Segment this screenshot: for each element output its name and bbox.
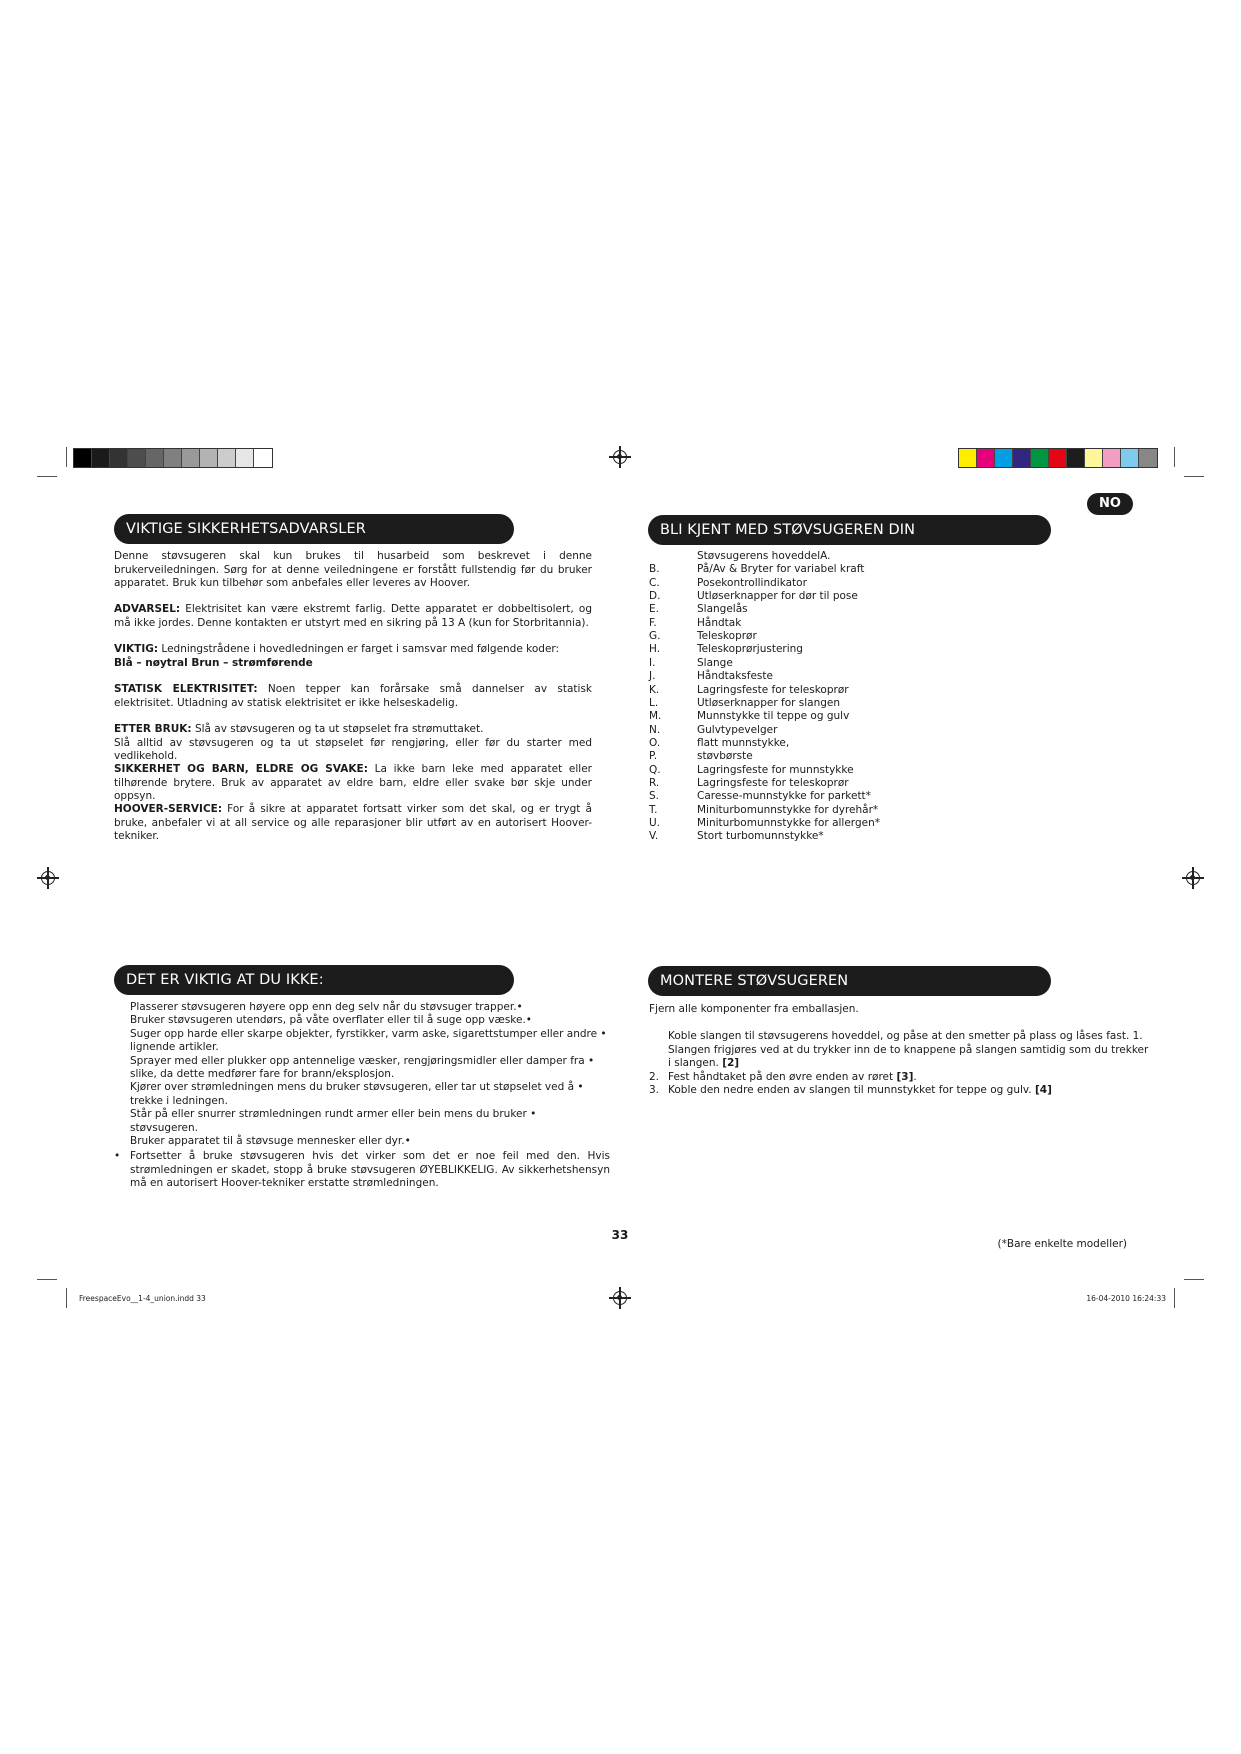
after-use-paragraph	[114, 723, 592, 764]
crop-mark	[37, 476, 57, 477]
service-paragraph	[114, 803, 592, 844]
after-use-text: Slå av støvsugeren og ta ut støpselet fra strømuttaket.	[191, 723, 484, 735]
part-name: Utløserknapper for slangen	[697, 696, 841, 709]
children-text: La ikke barn leke med apparatet eller tilhørende brytere. Bruk av apparatet av eldre barn, eldre eller svake bør skje under oppsyn.	[114, 763, 592, 802]
part-letter: P.	[649, 750, 658, 763]
assembly-step-1-text: i slangen.	[668, 1057, 723, 1069]
part-letter: R.	[649, 776, 660, 789]
donts-list-line: Suger opp harde eller skarpe objekter, fyrstikker, varm aske, sigarettstumper eller andre •	[130, 1027, 607, 1040]
figure-ref-4: [4]	[1034, 1084, 1052, 1096]
color-swatch	[1085, 449, 1103, 467]
wire-color-codes: Blå – nøytral Brun – strømførende	[114, 656, 313, 669]
part-name: Lagringsfeste for teleskoprør	[697, 776, 849, 789]
part-name: Caresse-munnstykke for parkett*	[697, 790, 871, 803]
children-paragraph	[114, 763, 592, 804]
children-label: SIKKERHET OG BARN, ELDRE OG SVAKE:	[114, 763, 368, 775]
figure-ref-2: [2]	[722, 1057, 740, 1069]
donts-list-line: trekke i ledningen.	[130, 1094, 228, 1107]
color-swatch	[74, 449, 92, 467]
color-swatch	[236, 449, 254, 467]
color-swatch	[92, 449, 110, 467]
parts-list	[649, 550, 1049, 850]
part-letter: S.	[649, 790, 660, 803]
part-letter: L.	[649, 696, 659, 709]
assembly-step-1-line-2: Slangen frigjøres ved at du trykker inn de to knappene på slangen samtidig som du trekker	[668, 1043, 1149, 1056]
important-paragraph	[114, 643, 592, 670]
part-letter: I.	[649, 656, 656, 669]
assembly-step-1-line-3	[668, 1057, 739, 1071]
warning-label: ADVARSEL:	[114, 603, 181, 615]
crop-mark	[37, 1279, 57, 1280]
part-letter: N.	[649, 723, 661, 736]
assembly-step-3	[649, 1084, 659, 1098]
assembly-intro: Fjern alle komponenter fra emballasjen.	[649, 1003, 859, 1015]
color-swatch	[1067, 449, 1085, 467]
part-letter: H.	[649, 643, 661, 656]
part-name: Lagringsfeste for teleskoprør	[697, 683, 849, 696]
step-2-period: .	[913, 1070, 917, 1083]
part-letter: O.	[649, 736, 661, 749]
part-name: Miniturbomunnstykke for allergen*	[697, 817, 880, 829]
donts-list-line: slike, da dette medfører fare for brann/eksplosjon.	[130, 1068, 395, 1080]
part-letter: Q.	[649, 763, 661, 776]
step-2-number: 2.	[649, 1070, 660, 1083]
warning-text: Elektrisitet kan være ekstremt farlig. Dette apparatet er dobbeltisolert, og må ikke jordes. Denne kontakten er utstyrt med en sikring på 13 A (kun for Storbritannia).	[114, 603, 592, 629]
color-swatch	[164, 449, 182, 467]
color-swatch	[146, 449, 164, 467]
figure-ref-3: [3]	[896, 1070, 914, 1083]
registration-mark-icon	[613, 1291, 627, 1305]
part-name: Utløserknapper for dør til pose	[697, 590, 858, 603]
part-name: Slange	[697, 656, 733, 669]
donts-list-line: Står på eller snurrer strømledningen rundt armer eller bein mens du bruker •	[130, 1108, 537, 1121]
safety-intro: Denne støvsugeren skal kun brukes til husarbeid som beskrevet i denne brukerveiledningen. Sørg for at denne veiledningene er forstått fullstendig før du bruker apparatet. Bruk kun tilbehør som anbefales eller leveres av Hoover.	[114, 550, 592, 589]
part-name: flatt munnstykke,	[697, 736, 790, 749]
part-letter: T.	[649, 803, 658, 816]
part-name: støvbørste	[697, 750, 753, 763]
part-letter: K.	[649, 683, 660, 696]
color-swatch	[182, 449, 200, 467]
donts-list-line: Plasserer støvsugeren høyere opp enn deg selv når du støvsuger trapper.•	[130, 1001, 523, 1013]
crop-mark	[66, 1288, 67, 1308]
color-swatch	[959, 449, 977, 467]
footnote: (*Bare enkelte modeller)	[997, 1238, 1127, 1250]
color-swatch	[1049, 449, 1067, 467]
crop-mark	[66, 447, 67, 467]
part-name: Munnstykke til teppe og gulv	[697, 710, 850, 723]
step-2-text: Fest håndtaket på den øvre enden av røret	[668, 1070, 897, 1083]
color-swatch	[1139, 449, 1157, 467]
donts-list-line: Kjører over strømledningen mens du bruker støvsugeren, eller tar ut støpselet ved å •	[130, 1081, 584, 1094]
grayscale-calibration-bar	[73, 448, 273, 468]
parts-section-header: BLI KJENT MED STØVSUGEREN DIN	[648, 515, 1051, 545]
static-text: Noen tepper kan forårsake små dannelser av statisk elektrisitet. Utladning av statisk elektrisitet er ikke helseskadelig.	[114, 683, 592, 709]
part-name: Teleskoprørjustering	[697, 643, 803, 656]
part-name: På/Av & Bryter for variabel kraft	[697, 563, 865, 576]
part-letter: E.	[649, 603, 659, 616]
donts-section-header: DET ER VIKTIG AT DU IKKE:	[114, 965, 514, 995]
service-label: HOOVER-SERVICE:	[114, 803, 223, 815]
step-3-number: 3.	[649, 1084, 660, 1096]
part-name: Posekontrollindikator	[697, 576, 807, 589]
assembly-step-1-line-1: Koble slangen til støvsugerens hoveddel, og påse at den smetter på plass og låses fast. 1.	[668, 1030, 1143, 1042]
part-letter: C.	[649, 576, 660, 589]
donts-list	[130, 1001, 610, 1151]
part-letter: U.	[649, 817, 661, 829]
donts-list-line: lignende artikler.	[130, 1041, 219, 1054]
part-name: Støvsugerens hoveddelA.	[697, 550, 831, 562]
part-letter: V.	[649, 830, 659, 843]
color-swatch	[995, 449, 1013, 467]
donts-bullet-icon: •	[114, 1150, 121, 1162]
part-name: Slangelås	[697, 603, 748, 616]
registration-mark-icon	[613, 450, 627, 464]
donts-list-line: Bruker apparatet til å støvsuge mennesker eller dyr.•	[130, 1135, 411, 1147]
part-name: Lagringsfeste for munnstykke	[697, 763, 854, 776]
donts-list-line: støvsugeren.	[130, 1121, 199, 1134]
assembly-section-header: MONTERE STØVSUGEREN	[648, 966, 1051, 996]
color-swatch	[110, 449, 128, 467]
important-text: Ledningstrådene i hovedledningen er farget i samsvar med følgende koder:	[158, 643, 560, 655]
registration-mark-icon	[1186, 871, 1200, 885]
part-letter: G.	[649, 630, 661, 643]
color-swatch	[1031, 449, 1049, 467]
color-swatch	[200, 449, 218, 467]
crop-mark	[1184, 1279, 1204, 1280]
color-swatch	[1013, 449, 1031, 467]
crop-mark	[1174, 447, 1175, 467]
assembly-step-2-text	[668, 1071, 917, 1085]
donts-list-line: Bruker støvsugeren utendørs, på våte overflater eller til å suge opp væske.•	[130, 1014, 532, 1027]
service-text: For å sikre at apparatet fortsatt virker som det skal, og er trygt å bruke, anbefaler vi at all service og alle reparasjoner blir utført av en autorisert Hoover-tekniker.	[114, 803, 592, 842]
part-name: Håndtaksfeste	[697, 670, 773, 683]
part-letter: D.	[649, 590, 661, 603]
slug-datetime: 16-04-2010 16:24:33	[1086, 1294, 1166, 1303]
part-name: Miniturbomunnstykke for dyrehår*	[697, 803, 879, 816]
part-letter: B.	[649, 563, 660, 576]
crop-mark	[1174, 1288, 1175, 1308]
part-name: Stort turbomunnstykke*	[697, 830, 824, 843]
warning-paragraph	[114, 603, 592, 630]
color-swatch	[1121, 449, 1139, 467]
page-number: 33	[611, 1228, 629, 1242]
safety-section-header: VIKTIGE SIKKERHETSADVARSLER	[114, 514, 514, 544]
donts-last-item: Fortsetter å bruke støvsugeren hvis det virker som det er noe feil med den. Hvis strømledningen er skadet, stopp å bruke støvsugeren ØYEBLIKKELIG. Av sikkerhetshensyn må en autorisert Hoover-tekniker erstatte strømledningen.	[130, 1150, 610, 1189]
slug-filename: FreespaceEvo__1-4_union.indd 33	[79, 1294, 206, 1303]
static-paragraph	[114, 683, 592, 710]
crop-mark	[1184, 476, 1204, 477]
color-swatch	[977, 449, 995, 467]
color-calibration-bar	[958, 448, 1158, 468]
registration-mark-icon	[41, 871, 55, 885]
after-use-text-2: Slå alltid av støvsugeren og ta ut støpselet før rengjøring, eller før du starter med vedlikehold.	[114, 736, 592, 762]
language-badge: NO	[1087, 493, 1133, 515]
assembly-step-2	[649, 1071, 659, 1085]
part-letter: F.	[649, 616, 657, 629]
color-swatch	[254, 449, 272, 467]
part-name: Teleskoprør	[697, 630, 757, 643]
part-letter: J.	[649, 670, 656, 683]
assembly-step-3-text	[668, 1084, 1052, 1098]
part-name: Håndtak	[697, 616, 742, 629]
color-swatch	[218, 449, 236, 467]
step-3-text: Koble den nedre enden av slangen til munnstykket for teppe og gulv.	[668, 1084, 1035, 1096]
part-name: Gulvtypevelger	[697, 723, 778, 736]
color-swatch	[128, 449, 146, 467]
color-swatch	[1103, 449, 1121, 467]
part-letter: M.	[649, 710, 662, 723]
static-label: STATISK ELEKTRISITET:	[114, 683, 258, 695]
important-label: VIKTIG:	[114, 643, 159, 655]
donts-list-line: Sprayer med eller plukker opp antennelige væsker, rengjøringsmidler eller damper fra •	[130, 1054, 595, 1067]
after-use-label: ETTER BRUK:	[114, 723, 192, 735]
